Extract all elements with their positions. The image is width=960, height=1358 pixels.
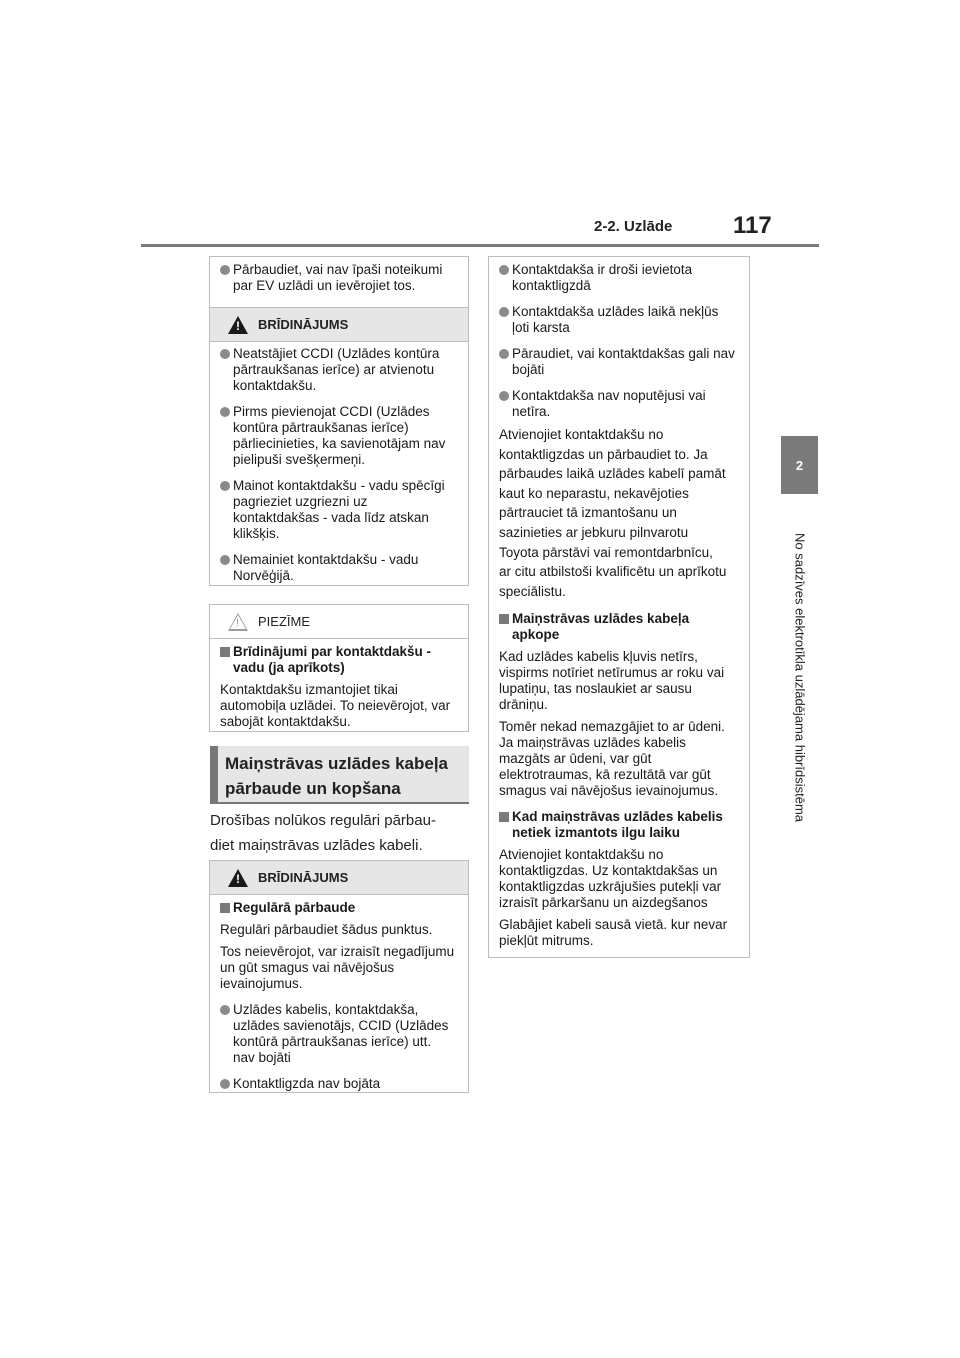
note-box	[209, 604, 469, 732]
bullet-dot-icon	[220, 1079, 230, 1089]
warning-icon	[228, 869, 248, 887]
bullet-item: Kontaktdakša ir droši ievietota kontaktligzdā	[499, 262, 737, 294]
warning-title: BRĪDINĀJUMS	[258, 317, 349, 332]
section-heading-line: pārbaude un kopšana	[225, 779, 401, 798]
warning-subheading: Regulārā pārbaude	[220, 900, 456, 916]
header-rule	[141, 244, 819, 247]
note-subheading: Brīdinājumi par kontaktdakšu - vadu (ja aprīkots)	[220, 644, 456, 676]
bullet-dot-icon	[220, 481, 230, 491]
warning-box-2	[209, 860, 469, 1093]
warning-paragraph: Tos neievērojot, var izraisīt negadījumu un gūt smagus vai nāvējošus ievainojumus.	[220, 944, 455, 991]
note-header	[210, 605, 468, 639]
bullet-item: Uzlādes kabelis, kontaktdakša, uzlādes savienotājs, CCID (Uzlādes kontūrā pārtraukšanas ierīce) utt. nav bojāti	[220, 1002, 456, 1066]
care-paragraph: Kad uzlādes kabelis kļuvis netīrs, vispirms notīriet netīrumus ar roku vai lupatiņu, tas noslaukiet ar sausu drāniņu.	[499, 649, 725, 713]
note-title: PIEZĪME	[258, 614, 311, 629]
bullet-item: Neatstājiet CCDI (Uzlādes kontūra pārtraukšanas ierīce) ar atvienotu kontaktdakšu.	[220, 346, 456, 394]
warning-box-1	[209, 256, 469, 586]
square-bullet-icon	[499, 614, 509, 624]
square-bullet-icon	[220, 903, 230, 913]
section-title: 2-2. Uzlāde	[594, 218, 673, 235]
bullet-dot-icon	[220, 407, 230, 417]
bullet-dot-icon	[499, 349, 509, 359]
bullet-item: Kontaktdakša nav noputējusi vai netīra.	[499, 388, 737, 420]
inspection-paragraph: Atvienojiet kontaktdakšu no kontaktligzdas un pārbaudiet to. Ja pārbaudes laikā uzlādes kabelī pamāt kaut ko neparastu, nekavējoties pārtrauciet tā izmantošanu un sazinieties ar jebkuru pilnvarotu Toyota pārstāvi vai remontdarbnīcu, ar citu atbilstoši kvalificētu un aprīkotu speciālistu.	[499, 427, 727, 599]
section-heading	[210, 746, 469, 804]
section-heading-line: Maiņstrāvas uzlādes kabeļa	[225, 754, 449, 773]
note-text: Kontaktdakšu izmantojiet tikai automobiļa uzlādei. To neievērojot, var sabojāt kontaktdakšu.	[220, 682, 451, 729]
bullet-dot-icon	[220, 555, 230, 565]
bullet-item: Mainot kontaktdakšu - vadu spēcīgi pagrieziet uzgriezni uz kontaktdakšas - vada līdz atskan klikšķis.	[220, 478, 456, 542]
care-paragraph: Tomēr nekad nemazgājiet to ar ūdeni. Ja maiņstrāvas uzlādes kabelis mazgāts ar ūdeni, var gūt elektrotraumas, kā rezultātā var gūt smagus vai nāvējošus ievainojumus.	[499, 719, 725, 799]
bullet-item: Kontaktdakša uzlādes laikā nekļūs ļoti karsta	[499, 304, 737, 336]
bullet-item: Nemainiet kontaktdakšu - vadu Norvēģijā.	[220, 552, 456, 584]
bullet-dot-icon	[499, 307, 509, 317]
square-bullet-icon	[220, 647, 230, 657]
bullet-item: Kontaktligzda nav bojāta	[220, 1076, 456, 1092]
chapter-number: 2	[795, 457, 804, 473]
chapter-title	[783, 505, 817, 850]
storage-subheading: Kad maiņstrāvas uzlādes kabelis netiek izmantots ilgu laiku	[499, 809, 737, 841]
bullet-dot-icon	[499, 265, 509, 275]
warning-paragraph: Regulāri pārbaudiet šādus punktus.	[220, 922, 433, 937]
page-number: 117	[733, 212, 772, 239]
bullet-item: Pāraudiet, vai kontaktdakšas gali nav bojāti	[499, 346, 737, 378]
warning-header	[210, 861, 468, 895]
chapter-tab	[781, 436, 818, 494]
intro-paragraph: Drošības nolūkos regulāri pārbau- diet maiņstrāvas uzlādes kabeli.	[210, 812, 436, 854]
square-bullet-icon	[499, 812, 509, 822]
caution-outline-icon	[228, 613, 248, 631]
warning-header	[210, 307, 468, 342]
chapter-title-text: No sadzīves elektrotīkla uzlādējama hibrīdsistēma	[792, 532, 808, 823]
warning-box-continued	[488, 256, 750, 958]
warning-title: BRĪDINĀJUMS	[258, 870, 349, 885]
warning-icon	[228, 316, 248, 334]
storage-paragraph: Atvienojiet kontaktdakšu no kontaktligzdas. Uz kontaktdakšas un kontaktligzdas uzkrājušies putekļi var izraisīt pārkaršanu un aizdegšanos	[499, 847, 722, 911]
bullet-dot-icon	[499, 391, 509, 401]
bullet-dot-icon	[220, 1005, 230, 1015]
bullet-item: Pirms pievienojat CCDI (Uzlādes kontūra pārtraukšanas ierīce) pārliecinieties, ka savienotājam nav pielipuši svešķermeņi.	[220, 404, 456, 468]
bullet-dot-icon	[220, 349, 230, 359]
care-subheading: Maiņstrāvas uzlādes kabeļa apkope	[499, 611, 737, 643]
bullet-item: Pārbaudiet, vai nav īpaši noteikumi par EV uzlādi un ievērojiet tos.	[220, 262, 456, 294]
bullet-dot-icon	[220, 265, 230, 275]
storage-paragraph: Glabājiet kabeli sausā vietā. kur nevar piekļūt mitrums.	[499, 917, 728, 949]
